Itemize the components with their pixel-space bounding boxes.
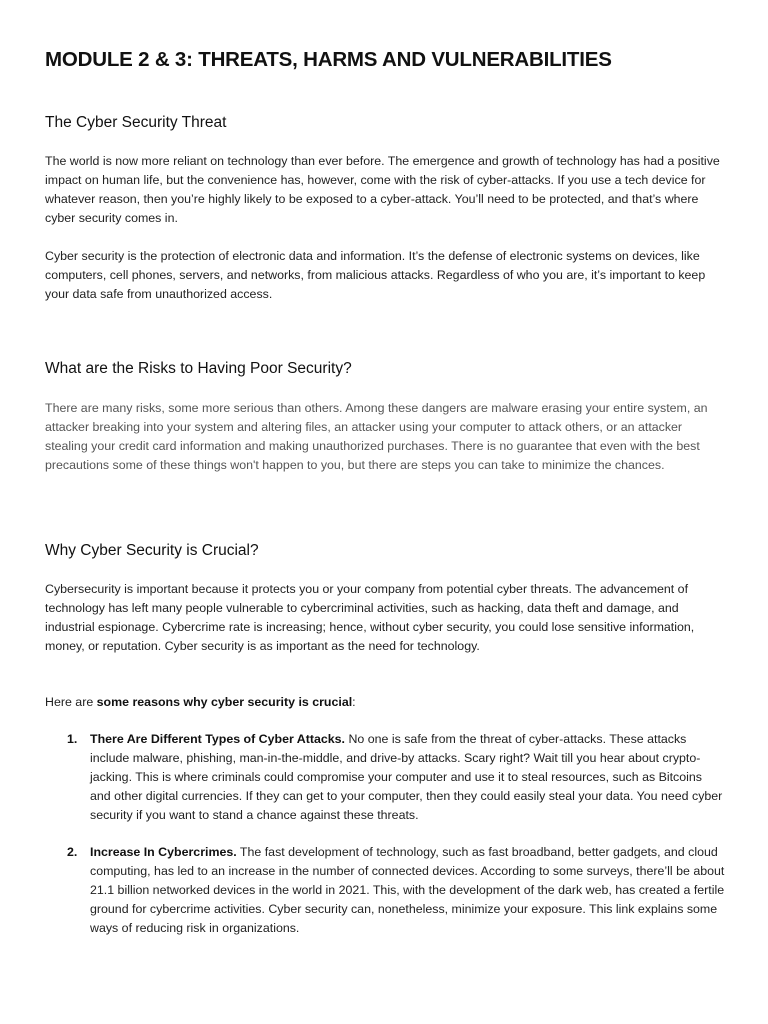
- list-intro: [45, 693, 725, 712]
- list-item-body: No one is safe from the threat of cyber-attacks. These attacks include malware, phishing, man-in-the-middle, and drive-by attacks. Scary right? Wait till you hear about crypto-jacking. This is where criminals could compromise your computer and use it to steal resources, such as Bitcoins and other digital currencies. If they can get to your computer, then they could easily steal your data. You need cyber security if you want to stand a chance against these threats.: [90, 732, 723, 822]
- list-item-body: The fast development of technology, such as fast broadband, better gadgets, and cloud computing, has led to an increase in the number of connected devices. According to some surveys, there’ll be about 21.1 billion networked devices in the world in 2021. This, with the development of the dark web, has created a fertile ground for cybercrime activities. Cyber security can, nonetheless, minimize your exposure. This link explains some ways of reducing risk in organizations.: [90, 845, 725, 935]
- list-item-bold: Increase In Cybercrimes.: [90, 845, 237, 859]
- list-intro-suffix: :: [352, 695, 356, 709]
- list-item-bold: There Are Different Types of Cyber Attacks.: [90, 732, 345, 746]
- section-heading: What are the Risks to Having Poor Security?: [45, 360, 352, 377]
- paragraph: Cyber security is the protection of electronic data and information. It’s the defense of electronic systems on devices, like computers, cell phones, servers, and networks, from malicious attacks. Regardless of who you are, it’s important to keep your data safe from unauthorized access.: [45, 249, 706, 301]
- list-intro-prefix: Here are: [45, 695, 97, 709]
- section-heading: Why Cyber Security is Crucial?: [45, 542, 259, 559]
- list-item-text: [90, 843, 725, 938]
- paragraph: The world is now more reliant on technology than ever before. The emergence and growth of technology has had a positive impact on human life, but the convenience has, however, come with the risk of cyber-attacks. If you use a tech device for whatever reason, then you’re highly likely to be exposed to a cyber-attack. You’ll need to be protected, and that’s where cyber security comes in.: [45, 154, 720, 225]
- list-item-text: [90, 730, 725, 825]
- list-intro-bold: some reasons why cyber security is crucial: [96, 695, 353, 709]
- paragraph: There are many risks, some more serious than others. Among these dangers are malware erasing your entire system, an attacker breaking into your system and altering files, an attacker using your computer to attack others, or an attacker stealing your credit card information and making unauthorized purchases. There is no guarantee that even with the best precautions some of these things won't happen to you, but there are steps you can take to minimize the chances.: [45, 401, 708, 472]
- paragraph: Cybersecurity is important because it protects you or your company from potential cyber threats. The advancement of technology has left many people vulnerable to cybercriminal activities, such as hacking, data theft and damage, and industrial espionage. Cybercrime rate is increasing; hence, without cyber security, you could lose sensitive information, money, or reputation. Cyber security is as important as the need for technology.: [45, 582, 695, 653]
- page-title: MODULE 2 & 3: THREATS, HARMS AND VULNERABILITIES: [45, 48, 612, 71]
- list-item-number: 2.: [67, 845, 78, 859]
- section-heading: The Cyber Security Threat: [45, 114, 227, 131]
- list-item-number: 1.: [67, 732, 78, 746]
